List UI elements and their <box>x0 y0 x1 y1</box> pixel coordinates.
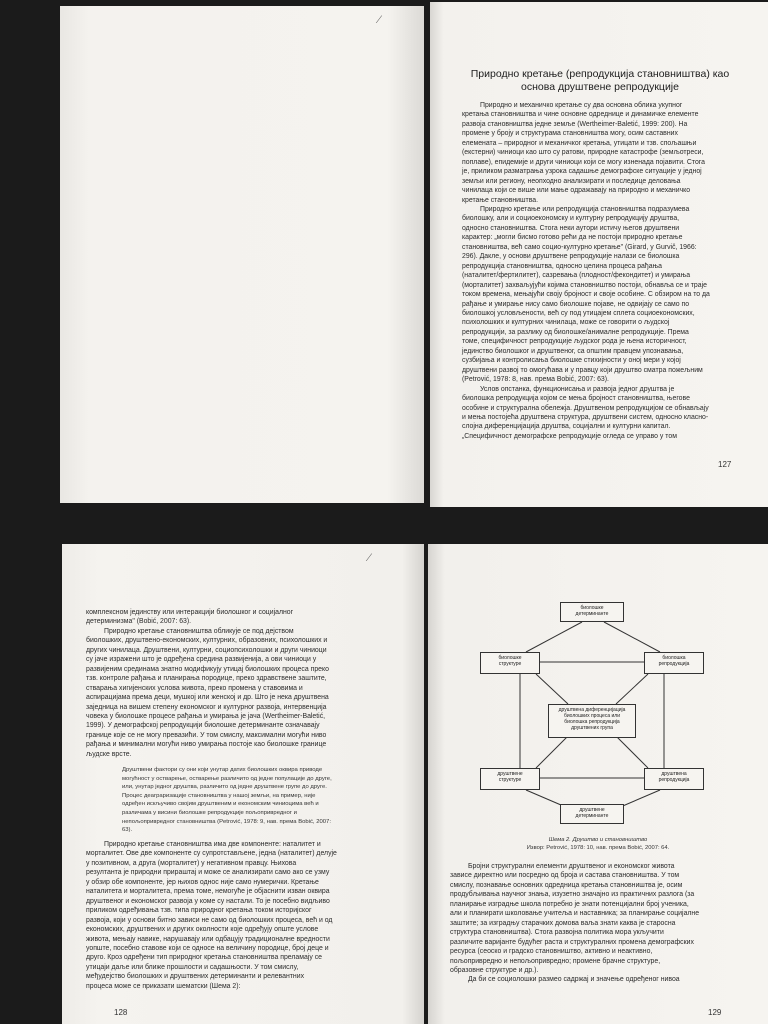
text-line: различама у висини биолошке репродукције пољопривредног и <box>122 809 297 816</box>
text-line: промене у броју и структурама становништва могу, осим саставних <box>462 130 678 138</box>
text-line: непољопривредног становништва (Petrović, 1978: 9, нав. према Bobić, 2007: <box>122 818 331 825</box>
text-line: развоја, који у основи битно зависи не само од биолошких процеса, већ и од <box>86 916 333 924</box>
text-line: „Специфичност демографске репродукције огледа се управо у том <box>462 432 677 440</box>
text-line: продубљивања научног знања, изузетно значајно из практичних разлога (за <box>450 891 695 899</box>
text-line: људске врсте. <box>86 750 132 758</box>
page-number-128: 128 <box>114 1008 128 1017</box>
text-line: планирање изградње школа потребно је знати потенцијални број ученика, <box>450 900 689 908</box>
text-line: детерминизма" (Bobić, 2007: 63). <box>86 618 192 626</box>
page-129 <box>428 544 768 1024</box>
text-line: земљи или региону, неопходно анализирати и последице деловања <box>462 177 681 185</box>
text-line: утицаји даље или ближе прошлости и садашњости. У том смислу, <box>86 963 299 971</box>
text-line: процеса може се приказати шематски (Шема 2): <box>86 982 241 990</box>
text-line: становништва, већ само социо-културно кретање" (Girard, у Gurvič, 1966: <box>462 243 697 251</box>
text-line: човека у биолошке процесе рађања и умирања је јача (Wertheimer-Baletić, <box>86 712 326 720</box>
text-line: комплексном јединству или интеракцији биолошког и социјалног <box>86 609 294 616</box>
connector-line <box>616 674 648 704</box>
text-line: 63). <box>122 827 133 834</box>
text-line: Природно кретање или репродукција становништва подразумева <box>480 205 690 213</box>
text-line: поплаве), епидемије и други чиниоци који се могу изненада појавити. Стога <box>462 158 705 166</box>
section-title-line-2: основа друштвене репродукције <box>521 81 679 93</box>
section-title-line-1: Природно кретање (репродукција становништва) као <box>470 68 730 80</box>
text-line: развијеним срединама знатно модификују утицај биолошких процеса преко <box>86 665 329 673</box>
text-line: биолошких, друштвено-економских, културних, образовних, психолошких и <box>86 637 328 645</box>
box-biological-determinants: биолошке детерминанте <box>560 602 624 622</box>
text-line: (Petrović, 1978: 8, нав. према Bobić, 2007: 63). <box>462 376 609 384</box>
text-line: (екстерни) чиниоци као што су ратови, природне катастрофе (земљотреси, <box>462 149 704 157</box>
text-line: биолошкој условљености, већ су под утицајем сплета социоекономских, <box>462 309 695 317</box>
box-social-differentiation: друштвена диференцијација биолошких процеса или биолошка репродукција друштвених група <box>548 704 636 738</box>
text-line: али и планирати школовање учитеља и наставника; за планирање социјалне <box>450 910 700 918</box>
text-line: је, приликом разматрања узрока садашње демографске ситуације у једној <box>462 168 702 176</box>
box-biological-structures: биолошке структуре <box>480 652 540 674</box>
text-line: друго. Кроз одређени тип природног кретања становништва преламају се <box>86 954 322 962</box>
connector-line <box>616 736 648 768</box>
blank-page <box>60 6 424 503</box>
section-title <box>450 68 750 94</box>
text-line: рађања и минимални могући ниво умирања постоје као биолошке границе <box>86 741 327 749</box>
text-line: биолошку, али и социоекономску и културну репродукцију друштва, <box>462 215 680 223</box>
text-line: заједница на вишем степену економског и културног развоја, интервенција <box>86 703 327 711</box>
text-line: су јаче изражени што је одређена средина развијенија, а ови чиниоци у <box>86 656 317 664</box>
connector-line <box>604 622 660 652</box>
page-127-body <box>462 101 742 441</box>
text-line: 296). Дакле, у основи друштвене репродукције налази се биолошка <box>462 253 680 261</box>
text-line: Процес деаграризације становништва у нашој земљи, на пример, није <box>122 792 316 799</box>
text-line: биолошка репродукција којом се мења бројност становништва, његове <box>462 395 690 403</box>
box-biological-reproduction: биолошка репродукција <box>644 652 704 674</box>
text-line: развоја становништва једне земље (Wertheimer-Baletić, 1999: 200). На <box>462 120 688 128</box>
text-line: Да би се социолошки размео садржај и значење одређеног нивоа <box>468 976 680 984</box>
page-128-body-top <box>86 608 382 759</box>
text-line: морталитет. Ове две компоненте су супротстављене, једна (наталитет) делује <box>86 850 337 858</box>
text-line: друштвени развој то омогућава и у правцу који друштво сматра пожељним <box>462 366 703 374</box>
text-line: кретања становништва и чине основне одреднице и динамичке елементе <box>462 111 699 119</box>
text-line: особине и структурална обележја. Друштвеном репродукцијом се обнављају <box>462 404 709 412</box>
text-line: Природно кретање становништва обликује се под дејством <box>104 627 294 635</box>
pen-mark: ⁄ <box>378 12 381 26</box>
connector-line <box>536 736 568 768</box>
text-line: могућност у остварење, остварење различито од једне популације до друге, <box>122 775 332 782</box>
text-line: заштите; за изградњу старачких домова ваља знати каква је старосна <box>450 919 676 927</box>
text-line: аспирацијама према деци, мушкој или женској и др. Што је нека друштвена <box>86 694 329 702</box>
text-line: слојна диференцијација друштва, социјални и културни капитал. <box>462 423 671 431</box>
text-line: или, унутар једног друштва, различито од једне друштвене групе до друге. <box>122 784 327 791</box>
text-line: Услов опстанка, функционисања и развоја једног друштва је <box>480 385 675 393</box>
text-line: јединство биолошког и друштвеног, са општим правцем упознавања, <box>462 347 684 355</box>
text-line: (морталитет) захваљујући којима становништво постоји, обнавља се и траје <box>462 281 707 289</box>
page-128-body-bottom <box>86 840 382 991</box>
text-line: наталитета и морталитета, према томе, немогуће је објаснити изван оквира <box>86 888 330 896</box>
block-quote <box>110 766 382 835</box>
text-line: друштвеног и економског развоја у коме су настали. То је посебно видљиво <box>86 897 330 905</box>
text-line: чинилаца који се више или мање одражавају на природно и механичко <box>462 187 691 195</box>
text-line: репродукција становништва, односно целина процеса рађања <box>462 262 662 270</box>
text-line: Бројни структурални елементи друштвеног и економског живота <box>468 863 675 870</box>
diagram-caption <box>488 836 708 852</box>
text-line: у позитивном, а друга (морталитет) у негативном правцу. Њихова <box>86 859 297 867</box>
pen-mark: ⁄ <box>368 550 371 564</box>
text-line: у обзир обе компоненте, јер њихов однос није само нумерички. Кретање <box>86 878 319 886</box>
text-line: уопште, посебно ставове који се односе на величину породице, број деце и <box>86 944 329 952</box>
connector-line <box>536 674 568 704</box>
text-line: међудејство биолошких и друштвених детерминанти и релевантних <box>86 973 305 981</box>
page-number-129: 129 <box>708 1008 722 1017</box>
text-line: живота, мењају навике, нарушавају или одбацују традиционалне вредности <box>86 935 330 943</box>
scheme-2-diagram <box>464 600 720 826</box>
text-line: приликом одређивања тзв. типа природног кретања током историјског <box>86 907 312 915</box>
box-social-structures: друштвене структуре <box>480 768 540 790</box>
text-line: ресурса (сеоско и градско становништво, активно и неактивно, <box>450 948 653 956</box>
connector-line <box>526 622 582 652</box>
text-line: одређен искључиво својим друштвеним и економским чиниоцима већ и <box>122 801 319 808</box>
text-line: Природно кретање становништва има две компоненте: наталитет и <box>104 841 321 848</box>
text-line: репродукцији, за разлику од биолошке/анималне репродукције. Према <box>462 328 689 336</box>
text-line: структура становништва). Стога развојна политика мора укључити <box>450 929 664 937</box>
bottom-scan <box>0 512 768 1024</box>
text-line: различите варијанте будућег раста и структуралних промена демографских <box>450 938 694 946</box>
text-line: и мења постојећа друштвена структура, друштвени систем, односно класно- <box>462 413 709 421</box>
text-line: током времена, мењајући своју бројност и своје особине. С обзиром на то да <box>462 291 710 299</box>
text-line: кретање становништва. <box>462 196 539 204</box>
text-line: Природно и механичко кретање су два основна облика укупног <box>480 102 683 109</box>
text-line: (наталитет/фертилитет), сазревања (плодност/фекондитет) и умирања <box>462 272 691 280</box>
caption-source: Извор: Petrović, 1978: 10, нав. према Bobić, 2007: 64. <box>526 845 670 851</box>
text-line: границе које се не могу превазићи. У том смислу, максимални могући ниво <box>86 731 327 739</box>
text-line: смислу, познавање основних одредница кретања становништва је, осим <box>450 881 683 889</box>
text-line: 1999). У демографској репродукцији биолошке детерминанте означавају <box>86 722 320 730</box>
text-line: Друштвени фактори су они који унутар датих биолошких оквира приводе <box>122 767 323 773</box>
text-line: резултанта је природни прираштај и може се анализирати само ако се узму <box>86 869 330 877</box>
text-line: економских, друштвених и других околности које одређују опште услове <box>86 926 319 934</box>
caption-title: Шема 2. Друштво и становништво <box>548 837 648 843</box>
page-128 <box>62 544 424 1024</box>
text-line: рађање и умирање нису само биолошке појаве, не одвијају се само по <box>462 300 690 308</box>
text-line: психолошких и културних чинилаца, може се говорити о људској <box>462 319 670 327</box>
box-social-reproduction: друштвена репродукција <box>644 768 704 790</box>
text-line: зависе директно или посредно од броја и састава становништва. У том <box>450 872 680 880</box>
text-line: пољопривредно и непољопривредно; промене брачне структуре, <box>450 957 661 965</box>
page-127 <box>430 2 768 507</box>
text-line: стварања хигијенских услова живота, преко промена у ставовима и <box>86 684 303 692</box>
box-social-determinants: друштвене детерминанте <box>560 804 624 824</box>
text-line: томе, специфичност репродукције људског рода је њена историчност, <box>462 338 687 346</box>
text-line: образовне структуре и др.). <box>450 966 539 974</box>
text-line: других чинилаца. Друштвени, културни, социопсихолошки и други чиниоци <box>86 646 327 654</box>
page-number-127: 127 <box>718 460 732 469</box>
text-line: односно становништва. Стога неки аутори истичу његов друштвени <box>462 224 680 232</box>
text-line: елемената – природног и механичког кретања, утицати и тзв. спољашњи <box>462 139 697 147</box>
text-line: карактер: „могли бисмо готово рећи да не постоји природно кретање <box>462 234 683 242</box>
text-line: сузбијања и контролисања биолошке стихијности у оној мери у којој <box>462 357 681 365</box>
page-129-body <box>450 862 742 985</box>
text-line: тзв. контроле рађања и планирања породице, преко здравствене заштите, <box>86 675 327 683</box>
